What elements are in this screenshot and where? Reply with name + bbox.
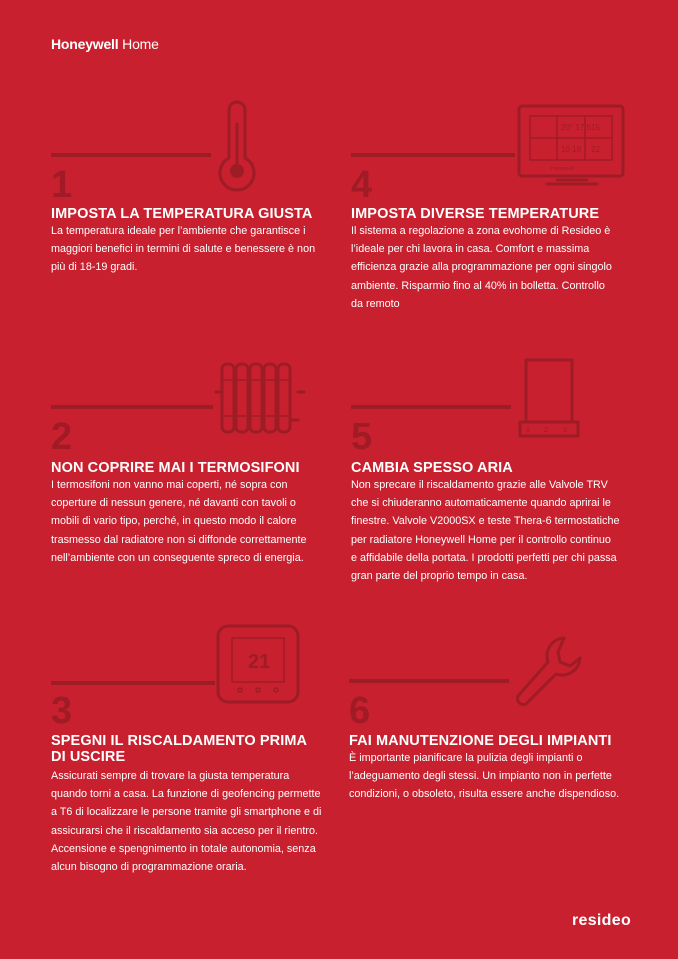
tip-5-rule — [351, 405, 511, 409]
thermometer-icon — [214, 98, 260, 192]
tip-3-number: 3 — [51, 690, 73, 732]
tip-3-line: Accensione e spengnimento in totale autonomia, senza — [51, 842, 316, 855]
tip-4-line: l’ideale per chi lavora in casa. Comfort e massima — [351, 243, 590, 256]
logo-suffix: Home — [122, 36, 159, 52]
tip-4-line: Il sistema a regolazione a zona evohome di Resideo è — [351, 225, 611, 237]
tip-6-line: È importante pianificare la pulizia degli impianti o — [349, 752, 583, 764]
tip-4-line: da remoto — [351, 297, 400, 310]
tip-6-line: condizioni, o obsoleto, risulta essere anche dispendioso. — [349, 788, 620, 801]
svg-text:2: 2 — [544, 427, 548, 434]
tip-5-number: 5 — [351, 416, 373, 458]
logo-brand: Honeywell — [51, 36, 119, 52]
tip-4-body — [351, 222, 612, 313]
tip-2-line: mobili di vario tipo, perché, in questo modo il calore — [51, 515, 297, 528]
svg-text:3: 3 — [563, 427, 567, 434]
tip-4-number: 4 — [351, 164, 373, 206]
svg-text:22: 22 — [591, 145, 600, 154]
tip-1-number: 1 — [51, 164, 73, 206]
tip-2-title: NON COPRIRE MAI I TERMOSIFONI — [51, 460, 300, 476]
svg-text:15: 15 — [591, 123, 600, 132]
tip-5-line: per radiatore Honeywell Home per il controllo continuo — [351, 533, 611, 546]
tip-1-line: più di 18-19 gradi. — [51, 261, 138, 274]
tip-4-line: ambiente. Risparmio fino al 40% in bolletta. Controllo — [351, 279, 605, 292]
tip-2-body — [51, 476, 306, 567]
tip-2-rule — [51, 405, 213, 409]
tip-6-body — [349, 749, 619, 804]
tip-3-title — [51, 733, 307, 765]
radiator-icon — [214, 360, 306, 436]
tip-3-title-line: SPEGNI IL RISCALDAMENTO PRIMA — [51, 733, 308, 749]
tip-1-line: maggiori benefici in termini di salute e benessere è non — [51, 243, 316, 256]
tip-5-line: finestre. Valvole V2000SX e teste Thera-6 termostatiche — [351, 515, 620, 528]
valve-head-icon — [516, 356, 582, 440]
tip-5-line: e affidabile della portata. I prodotti perfetti per chi passa — [351, 551, 617, 564]
svg-text:21: 21 — [248, 651, 271, 673]
zone-controller-icon — [517, 104, 627, 188]
svg-text:1: 1 — [526, 427, 530, 434]
tip-1-rule — [51, 153, 211, 157]
tip-1-line: La temperatura ideale per l’ambiente che garantisce i — [51, 225, 306, 237]
tip-3-rule — [51, 681, 215, 685]
tip-5-line: Non sprecare il riscaldamento grazie alle Valvole TRV — [351, 479, 608, 491]
tip-4-rule — [351, 153, 515, 157]
resideo-logo: resideo — [572, 912, 632, 929]
tip-5-body — [351, 476, 619, 585]
tip-3-line: alcun bisogno di programmazione oraria. — [51, 861, 247, 874]
svg-text:Honeywell: Honeywell — [551, 166, 575, 172]
thermostat-icon — [216, 624, 300, 704]
tip-2-line: I termosifoni non vanno mai coperti, né sopra con — [51, 479, 288, 491]
tip-4-title: IMPOSTA DIVERSE TEMPERATURE — [351, 206, 600, 222]
tip-6-rule — [349, 679, 509, 683]
tip-6-line: l’adeguamento degli stessi. Un impianto non in perfette — [349, 770, 612, 783]
tip-3-body — [51, 767, 321, 876]
tip-5-line: che si chiuderanno automaticamente quando aprirai le — [351, 497, 611, 510]
svg-text:10 18: 10 18 — [561, 145, 582, 154]
svg-text:20° 17.5: 20° 17.5 — [561, 123, 591, 132]
tip-4-line: efficienza grazie alla programmazione per ogni singolo — [351, 261, 612, 274]
tip-1-title: IMPOSTA LA TEMPERATURA GIUSTA — [51, 206, 313, 222]
tip-6-title: FAI MANUTENZIONE DEGLI IMPIANTI — [349, 733, 612, 749]
tip-2-line: nell’ambiente con un conseguente spreco di energia. — [51, 551, 304, 564]
wrench-icon — [512, 634, 588, 714]
tip-5-line: gran parte del proprio tempo in casa. — [351, 570, 528, 583]
tip-3-title-line: DI USCIRE — [51, 749, 126, 765]
honeywell-home-logo — [51, 36, 159, 52]
tip-2-number: 2 — [51, 416, 73, 458]
tip-5-title: CAMBIA SPESSO ARIA — [351, 460, 513, 476]
tip-6-number: 6 — [349, 690, 371, 732]
tip-3-line: Assicurati sempre di trovare la giusta temperatura — [51, 770, 290, 782]
tip-3-line: assicurarsi che il riscaldamento sia acceso per il rientro. — [51, 824, 319, 837]
tip-3-line: a T6 di localizzare le persone tramite gli smartphone e di — [51, 806, 322, 819]
tip-2-line: trasmesso dal radiatore non si diffonde correttamente — [51, 533, 307, 546]
tip-3-line: quando torni a casa. La funzione di geofencing permette — [51, 788, 321, 801]
tip-1-body — [51, 222, 315, 277]
tip-2-line: coperture di nessun genere, né davanti con tavoli o — [51, 497, 296, 510]
